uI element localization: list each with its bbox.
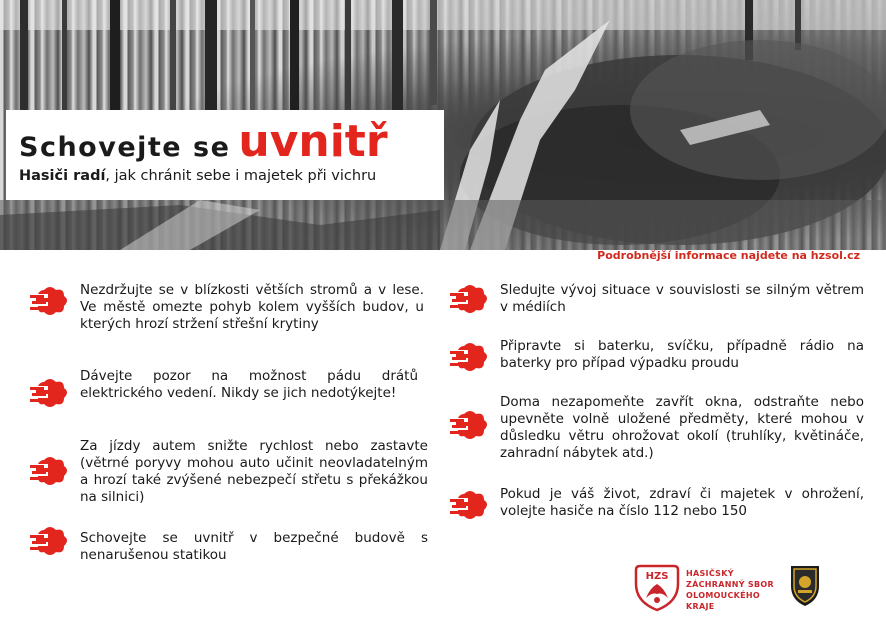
subtitle-bold: Hasiči radí [19, 168, 106, 184]
wind-icon [450, 282, 490, 318]
wind-icon [30, 376, 70, 412]
subtitle-rest: , jak chránit sebe i majetek při vichru [105, 168, 377, 184]
title-main: Schovejte se [19, 132, 231, 163]
hzs-name-line: HASIČSKÝ [686, 569, 734, 578]
tip-text: Sledujte vývoj situace v souvislosti se silným větrem v médiích [500, 282, 864, 315]
hzs-logo-icon [634, 562, 680, 612]
title-panel [6, 110, 444, 200]
hzs-name-line: OLOMOUCKÉHO [686, 591, 761, 600]
tip-text: Nezdržujte se v blízkosti větších stromů a v lese. Ve městě omezte pohyb kolem vyšších budov, u kterých hrozí stržení střešní krytiny [80, 282, 424, 332]
tip-text: Pokud je váš život, zdraví či majetek v ohrožení, volejte hasiče na číslo 112 nebo 150 [500, 486, 864, 519]
tip-text: Za jízdy autem snižte rychlost nebo zastavte (větrné poryvy mohou auto učinit neovladatelným a hrozí také zvýšené nebezpečí střetu s překážkou na silnici) [80, 438, 428, 505]
tip-text: Doma nezapomeňte zavřít okna, odstraňte nebo upevněte volně uložené předměty, které mohou v důsledku větru ohrožovat okolí (truhlíky, květináče, zahradní nábytek atd.) [500, 394, 864, 461]
hero-photo [0, 0, 886, 250]
hzs-name-line: ZÁCHRANNÝ SBOR [686, 580, 774, 589]
more-info-link[interactable]: Podrobnější informace najdete na hzsol.cz [597, 249, 860, 262]
logo-area [630, 560, 870, 616]
emblem-icon [788, 564, 822, 608]
tip-text: Dávejte pozor na možnost pádu drátů elektrického vedení. Nikdy se jich nedotýkejte! [80, 368, 418, 401]
page-subtitle [19, 168, 376, 184]
wind-icon [30, 454, 70, 490]
wind-icon [30, 524, 70, 560]
wind-icon [450, 408, 490, 444]
title-accent: uvnitř [238, 116, 388, 167]
tip-text: Schovejte se uvnitř v bezpečné budově s nenarušenou statikou [80, 530, 428, 563]
hzs-badge-text: HZS [645, 571, 669, 582]
tip-text: Připravte si baterku, svíčku, případně rádio na baterky pro případ výpadku proudu [500, 338, 864, 371]
wind-icon [30, 284, 70, 320]
wind-icon [450, 340, 490, 376]
hzs-name [686, 568, 774, 612]
hzs-name-line: KRAJE [686, 602, 715, 611]
wind-icon [450, 488, 490, 524]
page-title [19, 116, 388, 167]
